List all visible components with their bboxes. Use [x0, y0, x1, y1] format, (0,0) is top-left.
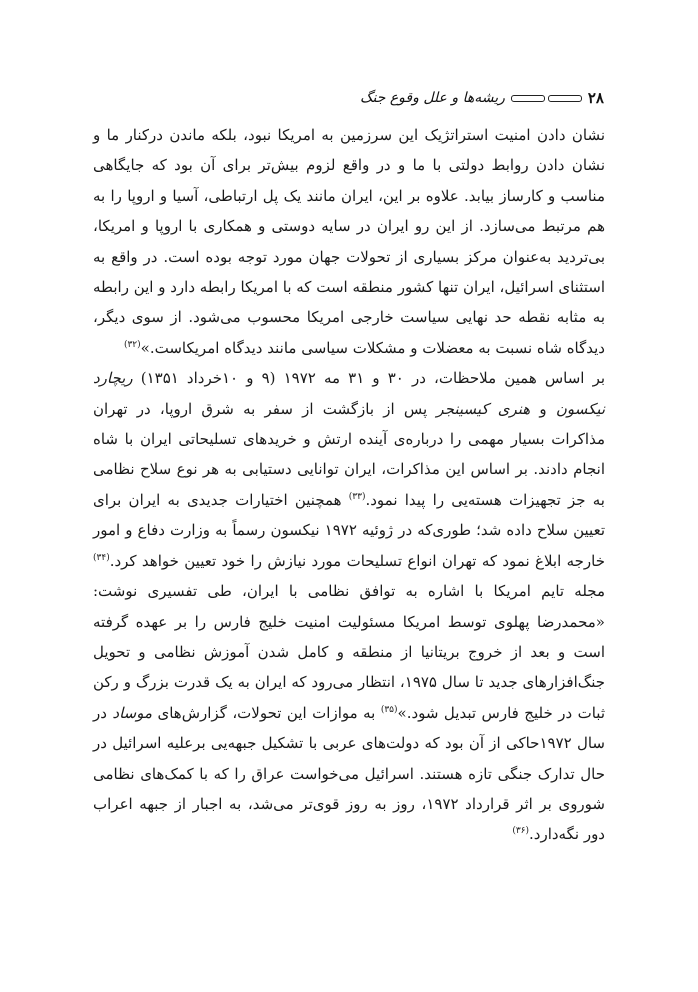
footnote-marker: (۳۵) — [380, 704, 398, 715]
ornament-bar — [511, 95, 545, 102]
running-title: ریشه‌ها و علل وقوع جنگ — [359, 90, 505, 106]
footnote-marker: (۳۳) — [348, 491, 366, 502]
footnote-marker: (۳۶) — [512, 826, 530, 837]
text-run: نشان دادن امنیت استراتژیک این سرزمین به امریکا نبود، بلکه ماندن درکنار ما و نشان دادن روابط دولتی با ما و در واقع لزوم بیش‌تر برای آن بود که جایگاهی مناسب و کارساز بیابد. علاوه بر این، ایران مانند یک پل ارتباطی، آسیا و اروپا را به هم مرتبط می‌سازد. از این رو ایران در سایه دوستی و همکاری با اروپا و امریکا، بی‌تردید به‌عنوان مرکز بسیاری از تحولات جهان مورد توجه بوده است. در واقع به استثنای اسرائیل، ایران تنها کشور منطقه است که با امریکا رابطه دارد و این رابطه به مثابه نقطه حد نهایی سیاست خارجی امریکا محسوب می‌شود. از سوی دیگر، دیدگاه شاه نسبت به معضلات و مشکلات سیاسی مانند دیدگاه امریکاست.» — [93, 126, 605, 357]
page-number: ۲۸ — [587, 89, 604, 107]
footnote-marker: (۳۲) — [123, 339, 141, 350]
header-ornament — [511, 93, 582, 103]
italic-name: ریچارد نیکسون — [93, 369, 605, 418]
text-run: مجله تایم امریکا با اشاره به توافق نظامی با ایران، طی تفسیری نوشت: «محمدرضا پهلوی توسط امریکا مسئولیت امنیت خلیج فارس را بر عهده گرفته است و بعد از خروج بریتانیا از منطقه و کامل شدن آموزش نظامی و تحویل جنگ‌افزارهای جدید تا سال ۱۹۷۵، انتظار می‌رود که ایران به یک قدرت بزرگ و رکن ثبات در خلیج فارس تبدیل شود.» — [93, 582, 605, 722]
text-run: به موازات این تحولات، گزارش‌های — [152, 703, 381, 722]
ornament-bar — [548, 95, 582, 102]
text-run: و — [530, 399, 556, 418]
italic-name: موساد — [112, 703, 153, 722]
page-header — [359, 86, 604, 110]
italic-name: هنری کیسینجر — [436, 399, 531, 418]
text-run: پس از بازگشت از سفر به شرق اروپا، در تهران مذاکرات بسیار مهمی را درباره‌ی آینده ارتش و خریدهای تسلیحاتی ایران با شاه انجام دادند. بر اساس این مذاکرات، ایران توانایی دستیابی به هر نوع سلاح نظامی به جز تجهیزات هسته‌یی را پیدا نمود. — [93, 399, 605, 509]
footnote-marker: (۳۴) — [93, 552, 110, 563]
text-run: همچنین اختیارات جدیدی به ایران برای تعیین سلاح داده شد؛ طوری‌که در ژوئیه ۱۹۷۲ نیکسون رسماً به وزارت دفاع و امور خارجه ابلاغ نمود که تهران انواع تسلیحات مورد نیازش را خود تعیین خواهد کرد. — [93, 490, 605, 570]
text-run: در سال ۱۹۷۲حاکی از آن بود که دولت‌های عربی با تشکیل جبهه‌یی برعلیه اسرائیل در حال تدارک جنگی تازه هستند. اسرائیل می‌خواست عراق را که با کمک‌های نظامی شوروی بر اثر قرارداد ۱۹۷۲، روز به روز قوی‌تر می‌شد، به اجبار از جبهه اعراب دور نگه‌دارد. — [93, 703, 605, 844]
paragraph — [93, 363, 605, 850]
text-run: بر اساس همین ملاحظات، در ۳۰ و ۳۱ مه ۱۹۷۲ (۹ و ۱۰خرداد ۱۳۵۱) — [132, 369, 606, 388]
body-text — [93, 120, 605, 850]
paragraph — [93, 120, 605, 363]
